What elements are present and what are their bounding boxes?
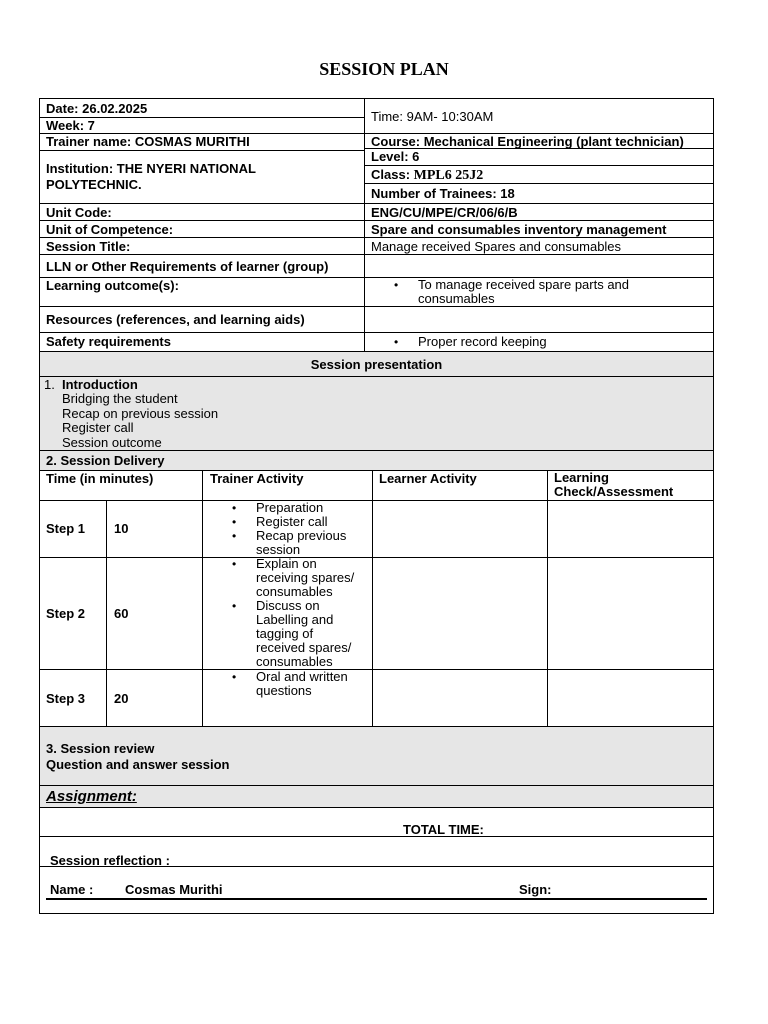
intro-item: Session outcome [62, 435, 162, 450]
class-value: MPL6 25J2 [413, 168, 484, 183]
review-title: 3. Session review [46, 741, 155, 756]
intro-number: 1. [44, 377, 55, 392]
delivery-title: 2. Session Delivery [46, 453, 165, 468]
name-value: Cosmas Murithi [125, 882, 223, 897]
step-label: Step 1 [46, 521, 86, 536]
course-field: Course: Mechanical Engineering (plant technician) [371, 134, 684, 149]
lln-label: LLN or Other Requirements of learner (group) [46, 259, 329, 274]
sign-label: Sign: [519, 882, 552, 897]
name-label: Name : [50, 882, 94, 897]
column-header-learner: Learner Activity [379, 471, 477, 486]
assignment-heading: Assignment: [46, 788, 137, 805]
activity-item: • Recap previous session [232, 529, 352, 557]
activity-item: • Register call [232, 515, 352, 529]
level-field: Level: 6 [371, 149, 420, 164]
trainer-activity-list [232, 557, 357, 669]
step-label: Step 3 [46, 691, 86, 706]
outcomes-label: Learning outcome(s): [46, 278, 179, 293]
trainer-field: Trainer name: COSMAS MURITHI [46, 134, 250, 149]
competence-label: Unit of Competence: [46, 222, 174, 237]
date-field: Date: 26.02.2025 [46, 101, 148, 116]
competence-value: Spare and consumables inventory management [371, 222, 667, 237]
institution-field: Institution: THE NYERI NATIONAL POLYTECHNIC. [46, 161, 256, 192]
activity-item: • Preparation [232, 501, 352, 515]
session-title-label: Session Title: [46, 239, 131, 254]
time-field: Time: 9AM- 10:30AM [371, 109, 494, 124]
step-label: Step 2 [46, 606, 86, 621]
intro-item: Bridging the student [62, 391, 178, 406]
resources-label: Resources (references, and learning aids) [46, 312, 305, 327]
step-minutes: 20 [114, 691, 129, 706]
column-header-trainer: Trainer Activity [210, 471, 304, 486]
intro-item: Recap on previous session [62, 406, 219, 421]
safety-label: Safety requirements [46, 334, 171, 349]
session-title-value: Manage received Spares and consumables [371, 239, 622, 254]
week-field: Week: 7 [46, 118, 95, 133]
safety-item: • Proper record keeping [394, 335, 694, 349]
trainer-activity-list [232, 670, 357, 698]
class-field [371, 167, 483, 183]
page-title: SESSION PLAN [319, 59, 449, 79]
column-header-time: Time (in minutes) [46, 471, 154, 486]
total-time-label: TOTAL TIME: [403, 822, 484, 837]
unit-code-label: Unit Code: [46, 205, 112, 220]
outcome-item: • To manage received spare parts and consumables [394, 278, 694, 306]
class-label: Class: [371, 167, 411, 182]
session-reflection-label: Session reflection : [50, 853, 170, 868]
step-minutes: 10 [114, 521, 129, 536]
intro-item: Register call [62, 420, 134, 435]
review-text: Question and answer session [46, 757, 230, 772]
activity-item: • Discuss on Labelling and tagging of received spares/ consumables [232, 599, 357, 669]
activity-item: • Explain on receiving spares/ consumables [232, 557, 357, 599]
presentation-heading: Session presentation [310, 357, 443, 372]
trainer-activity-list [232, 501, 352, 557]
outcomes-list [394, 278, 694, 306]
activity-item: • Oral and written questions [232, 670, 357, 698]
step-minutes: 60 [114, 606, 129, 621]
trainees-field: Number of Trainees: 18 [371, 186, 515, 201]
column-header-assessment: Learning Check/Assessment [554, 470, 674, 499]
unit-code-value: ENG/CU/MPE/CR/06/6/B [371, 205, 518, 220]
safety-list [394, 335, 694, 349]
signature-underline [46, 898, 707, 900]
intro-title: Introduction [62, 377, 138, 392]
